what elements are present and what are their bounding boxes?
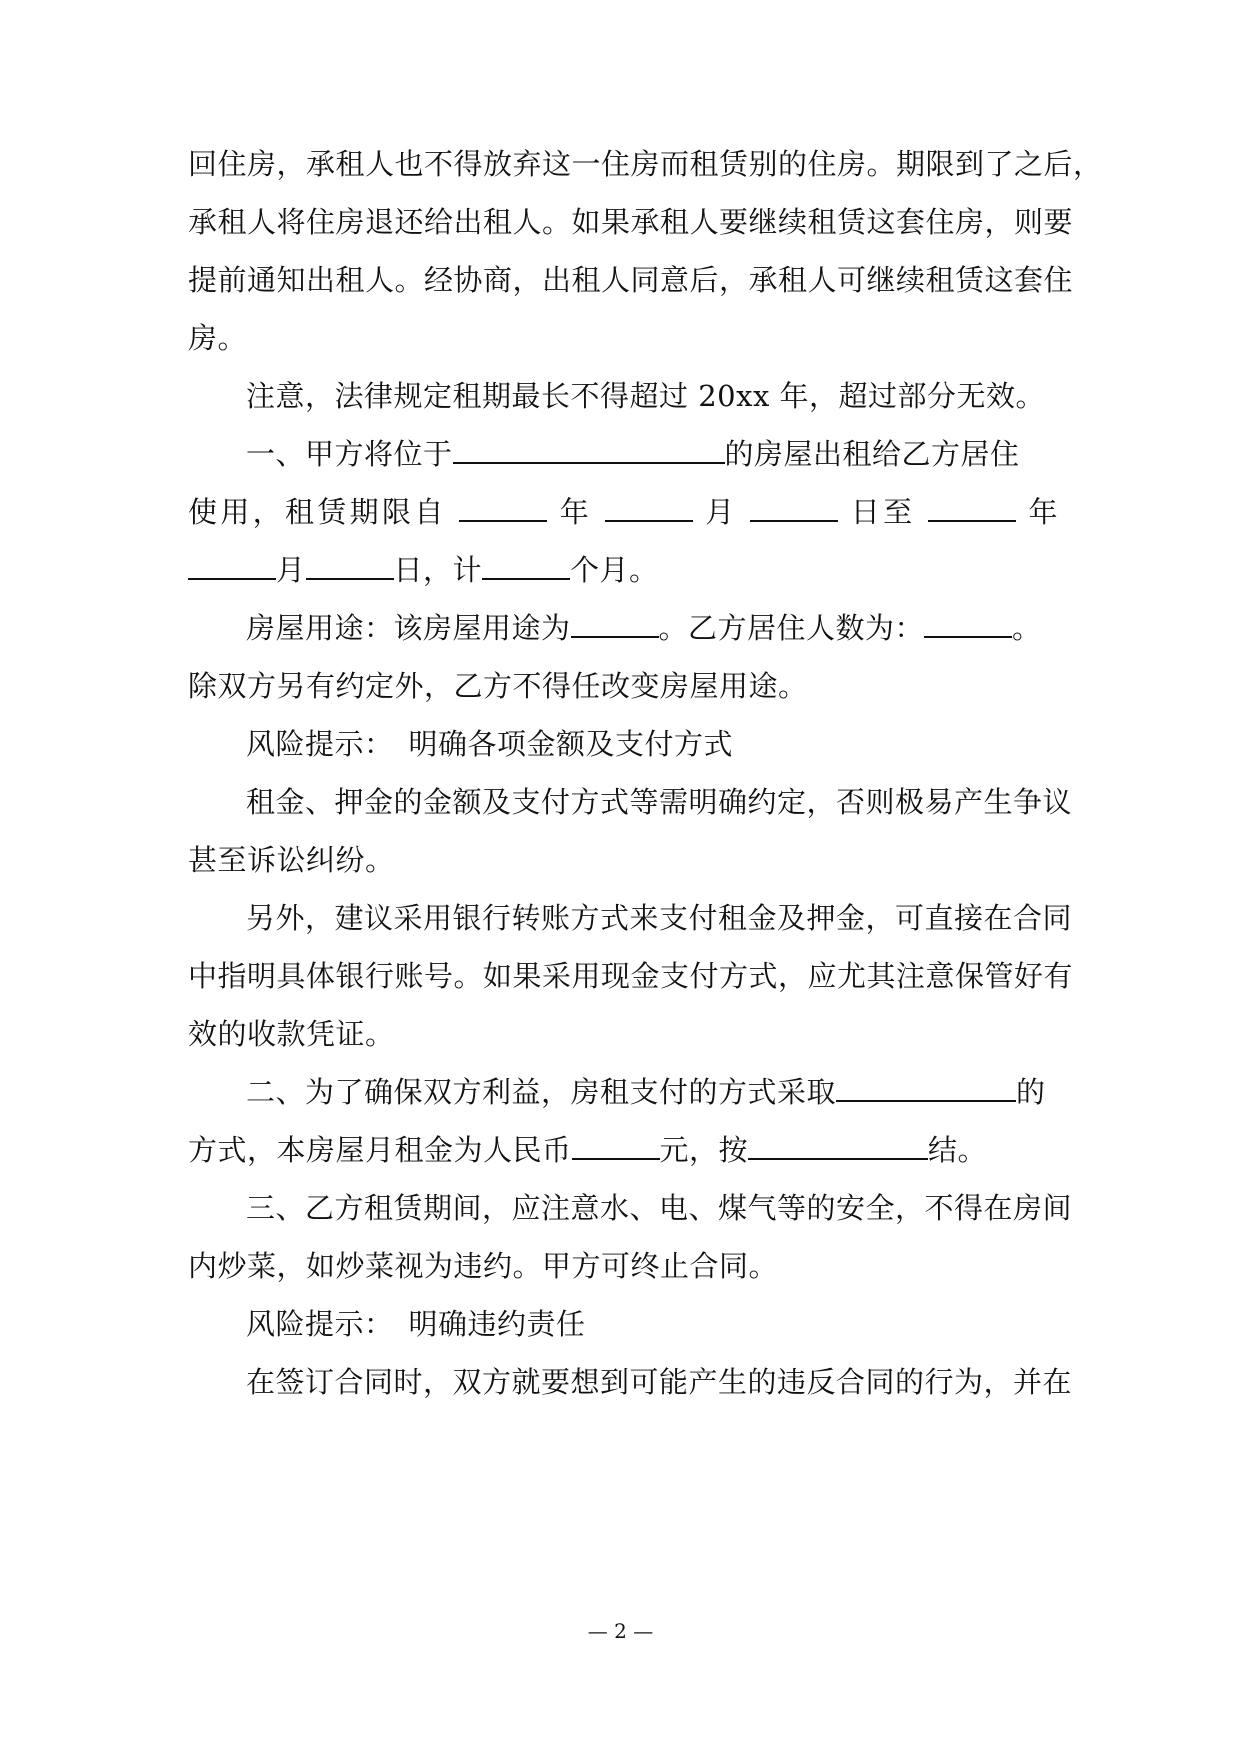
paragraph-line: 提前通知出租人。经协商，出租人同意后，承租人可继续租赁这套住: [188, 263, 1074, 297]
paragraph-line: 除双方另有约定外，乙方不得任改变房屋用途。: [188, 669, 808, 703]
text-segment: 日至: [850, 495, 916, 529]
text-segment: 日，计: [393, 553, 483, 587]
text-segment: 。: [1012, 611, 1042, 645]
fill-in-blank[interactable]: [571, 608, 659, 638]
fill-in-blank[interactable]: [748, 1130, 928, 1160]
text-segment: 月: [276, 553, 306, 587]
fill-in-blank[interactable]: [306, 550, 394, 580]
text-segment: 房屋用途：该房屋用途为: [246, 611, 571, 645]
fill-in-blank[interactable]: [572, 1130, 660, 1160]
fill-in-blank[interactable]: [482, 550, 570, 580]
fill-in-blank[interactable]: [924, 608, 1012, 638]
paragraph-line: [246, 606, 1058, 650]
paragraph-line: [246, 1070, 1058, 1114]
paragraph-line: [246, 432, 1058, 476]
fill-in-blank[interactable]: [453, 434, 725, 464]
paragraph-line: 在签订合同时，双方就要想到可能产生的违反合同的行为，并在: [246, 1365, 1073, 1399]
text-segment: 。乙方居住人数为：: [658, 611, 925, 645]
paragraph-line: 房。: [188, 321, 248, 355]
paragraph-line: [188, 548, 1058, 592]
paragraph-line: 另外，建议采用银行转账方式来支付租金及押金，可直接在合同: [246, 901, 1073, 935]
fill-in-blank[interactable]: [836, 1072, 1016, 1102]
paragraph-line: 租金、押金的金额及支付方式等需明确约定，否则极易产生争议: [246, 785, 1073, 819]
fill-in-blank[interactable]: [605, 492, 693, 522]
text-segment: 个月。: [570, 553, 659, 587]
text-segment: 使用，租赁期限自: [188, 495, 447, 529]
fill-in-blank[interactable]: [750, 492, 838, 522]
text-segment: 元，按: [659, 1133, 749, 1167]
paragraph-line: 注意，法律规定租期最长不得超过 20xx 年，超过部分无效。: [246, 379, 1046, 413]
paragraph-line: 三、乙方租赁期间，应注意水、电、煤气等的安全，不得在房间: [246, 1191, 1073, 1225]
text-segment: 年: [1028, 495, 1059, 529]
fill-in-blank[interactable]: [928, 492, 1016, 522]
text-segment: 的房屋出租给乙方居住: [724, 437, 1020, 471]
fill-in-blank[interactable]: [459, 492, 547, 522]
risk-tip-heading: 风险提示： 明确各项金额及支付方式: [246, 727, 734, 761]
paragraph-line: [188, 490, 1058, 534]
paragraph-line: 内炒菜，如炒菜视为违约。甲方可终止合同。: [188, 1249, 779, 1283]
text-segment: 结。: [928, 1133, 988, 1167]
text-segment: 的: [1016, 1075, 1046, 1109]
risk-tip-heading: 风险提示： 明确违约责任: [246, 1307, 586, 1341]
fill-in-blank[interactable]: [188, 550, 276, 580]
text-segment: 月: [705, 495, 738, 529]
paragraph-line: 甚至诉讼纠纷。: [188, 843, 395, 877]
paragraph-line: 回住房，承租人也不得放弃这一住房而租赁别的住房。期限到了之后，: [188, 147, 1103, 181]
paragraph-line: 承租人将住房退还给出租人。如果承租人要继续租赁这套住房，则要: [188, 205, 1074, 239]
page-number: — 2 —: [587, 1619, 654, 1643]
paragraph-line: 中指明具体银行账号。如果采用现金支付方式，应尤其注意保管好有: [188, 959, 1074, 993]
paragraph-line: [188, 1128, 1058, 1172]
text-segment: 二、为了确保双方利益，房租支付的方式采取: [246, 1075, 837, 1109]
text-segment: 一、甲方将位于: [246, 437, 453, 471]
text-segment: 年: [559, 495, 593, 529]
paragraph-line: 效的收款凭证。: [188, 1017, 395, 1051]
text-segment: 方式，本房屋月租金为人民币: [188, 1133, 572, 1167]
